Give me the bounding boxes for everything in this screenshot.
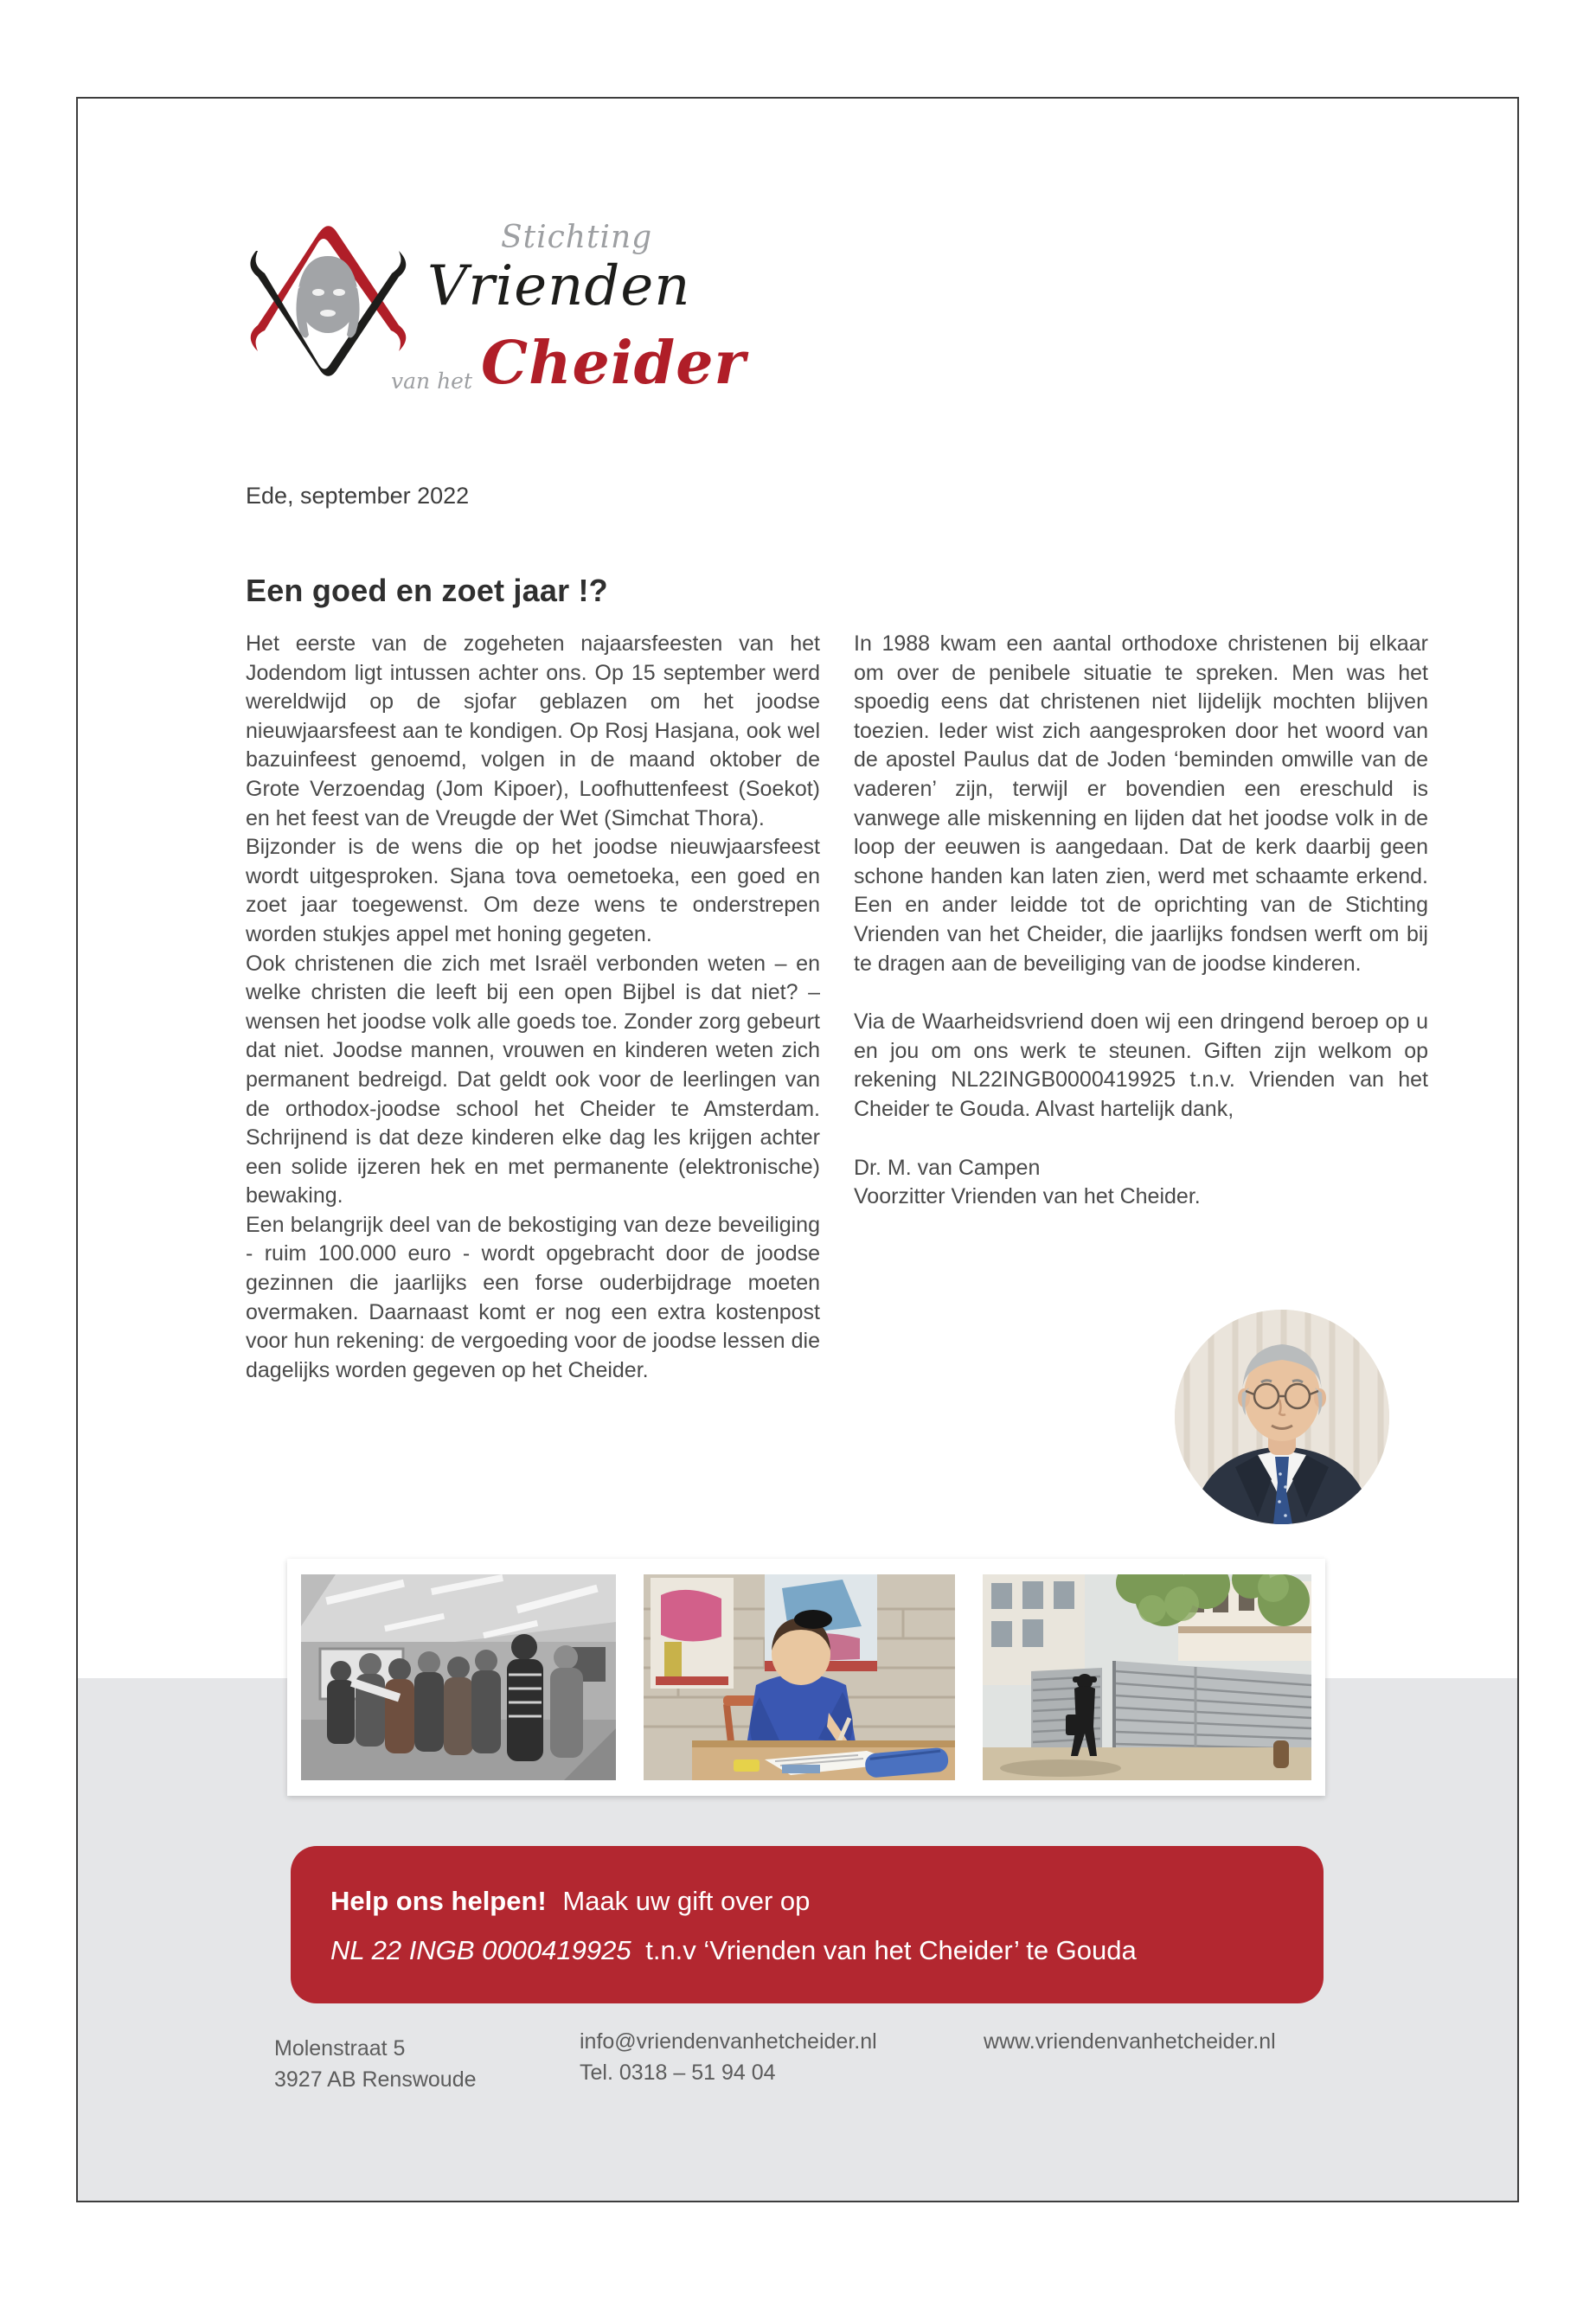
- paragraph: Het eerste van de zogeheten najaarsfeesten van het Jodendom ligt intussen achter ons. Op 15 september werd wereldwijd op de sjofar geblazen om het joodse nieuwjaarsfeest aan te kondigen. Op Rosj Hasjana, ook wel bazuinfeest genoemd, volgen in de maand oktober de Grote Verzoendag (Jom Kipoer), Loofhuttenfeest (Soekot) en het feest van de Vreugde der Wet (Simchat Thora).: [246, 631, 820, 830]
- photo-classroom-children-bw: [301, 1574, 616, 1780]
- chairman-portrait-photo: [1175, 1310, 1389, 1524]
- banner-beneficiary: t.n.v ‘Vrienden van het Cheider’ te Gouda: [645, 1935, 1137, 1965]
- banner-headline-bold: Help ons helpen!: [330, 1886, 547, 1916]
- article-title: Een goed en zoet jaar !?: [246, 573, 608, 608]
- photo-strip-card: [287, 1559, 1325, 1796]
- banner-iban: NL 22 INGB 0000419925: [330, 1935, 631, 1965]
- signature-name: Dr. M. van Campen: [854, 1155, 1041, 1180]
- cheider-diamond-logo-icon: [244, 206, 413, 394]
- paragraph: Ook christenen die zich met Israël verbonden weten – en welke christen die leeft bij een open Bijbel is dat niet? – wensen het joodse volk alle goeds toe. Zonder zorg gebeurt dat niet. Joodse mannen, vrouwen en kinderen weten zich permanent bedreigd. Dat geldt ook voor de leerlingen van de orthodox-joodse school het Cheider te Amsterdam. Schrijnend is dat deze kinderen elke dag les krijgen achter een solide ijzeren hek en met permanente (elektronische) bewaking.: [246, 951, 820, 1208]
- logo-word-stichting: Stichting: [501, 220, 653, 255]
- photo-boy-writing-desk: [644, 1574, 955, 1780]
- logo-word-vrienden: Vrienden: [427, 254, 691, 318]
- footer-website-url[interactable]: www.vriendenvanhetcheider.nl: [984, 2029, 1276, 2054]
- logo-word-cheider: Cheider: [481, 329, 747, 398]
- footer-contact: [580, 2026, 877, 2088]
- child-face-silhouette: [296, 256, 359, 338]
- paragraph: In 1988 kwam een aantal orthodoxe christenen bij elkaar om over de penibele situatie te spreken. Men was het spoedig eens dat christenen niet lijdelijk mochten blijven toezien. Ieder wist zich aangesproken door het woord van de apostel Paulus dat de Joden ‘beminden omwille van de vaderen’ zijn, terwijl er bovendien een ereschuld is vanwege alle miskenning en lijden dat het joodse volk in de loop der eeuwen is aangedaan. Dat de kerk daarbij geen schone handen kan laten zien, werd met schaamte erkend. Een en ander leidde tot de oprichting van de Stichting Vrienden van het Cheider, die jaarlijks fondsen werft om bij te dragen aan de beveiliging van de joodse kinderen.: [854, 631, 1428, 976]
- letter-page: [76, 97, 1519, 2202]
- footer-phone: Tel. 0318 – 51 94 04: [580, 2061, 776, 2085]
- banner-headline-rest: Maak uw gift over op: [562, 1886, 811, 1916]
- right-column: [854, 630, 1428, 1212]
- paragraph: Via de Waarheidsvriend doen wij een dringend beroep op u en jou om ons werk te steunen. Giften zijn welkom op rekening NL22INGB0000419925 t.n.v. Vrienden van het Cheider te Gouda. Alvast hartelijk dank,: [854, 1009, 1428, 1121]
- logo-word-van-het: van het: [391, 369, 473, 394]
- footer-address-line1: Molenstraat 5: [274, 2036, 406, 2061]
- paragraph: Bijzonder is de wens die op het joodse nieuwjaarsfeest wordt uitgesproken. Sjana tova oemetoeka, een goed en zoet jaar toegewenst. Om deze wens te onderstrepen worden stukjes appel met honing gegeten.: [246, 835, 820, 946]
- banner-headline: [330, 1886, 1324, 1917]
- date-line: Ede, september 2022: [246, 483, 470, 509]
- photo-security-fence-street: [983, 1574, 1311, 1780]
- signature-role: Voorzitter Vrienden van het Cheider.: [854, 1184, 1201, 1209]
- footer-address-line2: 3927 AB Renswoude: [274, 2067, 477, 2092]
- signature-block: [854, 1154, 1428, 1212]
- left-column: [246, 630, 820, 1385]
- donation-banner: [291, 1846, 1324, 2003]
- footer-address: [274, 2033, 477, 2095]
- footer-email[interactable]: info@vriendenvanhetcheider.nl: [580, 2029, 877, 2054]
- banner-account-line: [330, 1935, 1324, 1966]
- paragraph: Een belangrijk deel van de bekostiging van deze beveiliging - ruim 100.000 euro - wordt opgebracht door de joodse gezinnen die jaarlijks een forse ouderbijdrage moeten overmaken. Daarnaast komt er nog een extra kostenpost voor hun rekening: de vergoeding voor de joodse lessen die dagelijks worden gegeven op het Cheider.: [246, 1212, 820, 1382]
- footer-website[interactable]: [984, 2026, 1276, 2057]
